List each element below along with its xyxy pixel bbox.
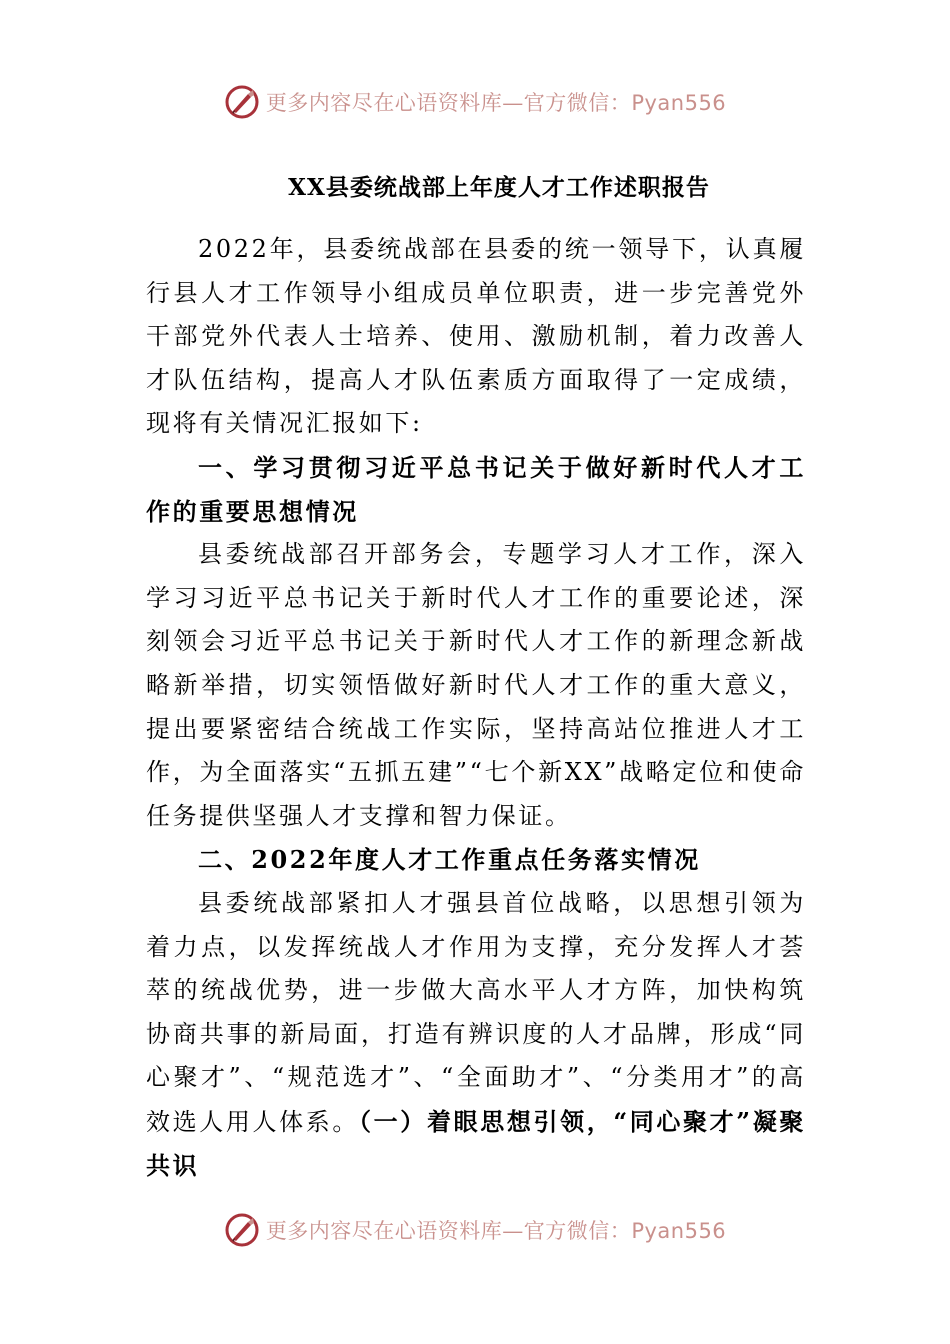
section-2-paragraph <box>146 882 806 1189</box>
footer-watermark-banner <box>0 1212 950 1248</box>
document-body <box>146 170 806 1189</box>
section-1-heading: 一、学习贯彻习近平总书记关于做好新时代人才工作的重要思想情况 <box>146 452 806 526</box>
section-2-subheading: （一）着眼思想引领，“同心聚才”凝聚共识 <box>146 1106 806 1181</box>
quill-logo-icon <box>224 1212 260 1248</box>
document-title: XX县委统战部上年度人才工作述职报告 <box>288 174 710 201</box>
section-2-body-text: 县委统战部紧扣人才强县首位战略，以思想引领为着力点，以发挥统战人才作用为支撑，充分发挥人才荟萃的统战优势，进一步做大高水平人才方阵，加快构筑协商共事的新局面，打造有辨识度的人才品牌，形成“同心聚才”、“规范选才”、“全面助才”、“分类用才”的高效选人用人体系。 <box>146 888 806 1136</box>
intro-paragraph: 2022年，县委统战部在县委的统一领导下，认真履行县人才工作领导小组成员单位职责，进一步完善党外干部党外代表人士培养、使用、激励机制，着力改善人才队伍结构，提高人才队伍素质方面取得了一定成绩，现将有关情况汇报如下: <box>146 235 806 438</box>
section-2-heading: 二、2022年度人才工作重点任务落实情况 <box>198 845 701 875</box>
watermark-text: 更多内容尽在心语资料库—官方微信：Pyan556 <box>265 91 727 115</box>
section-1-paragraph: 县委统战部召开部务会，专题学习人才工作，深入学习习近平总书记关于新时代人才工作的重要论述，深刻领会习近平总书记关于新时代人才工作的新理念新战略新举措，切实领悟做好新时代人才工作的重大意义，提出要紧密结合统战工作实际，坚持高站位推进人才工作，为全面落实“五抓五建”“七个新XX”战略定位和使命任务提供坚强人才支撑和智力保证。 <box>146 540 806 830</box>
quill-logo-icon <box>224 84 260 120</box>
wechat-id: Pyan556 <box>631 1219 727 1243</box>
header-watermark-banner <box>0 84 950 120</box>
watermark-text: 更多内容尽在心语资料库—官方微信：Pyan556 <box>265 1219 727 1243</box>
wechat-id: Pyan556 <box>631 91 727 115</box>
